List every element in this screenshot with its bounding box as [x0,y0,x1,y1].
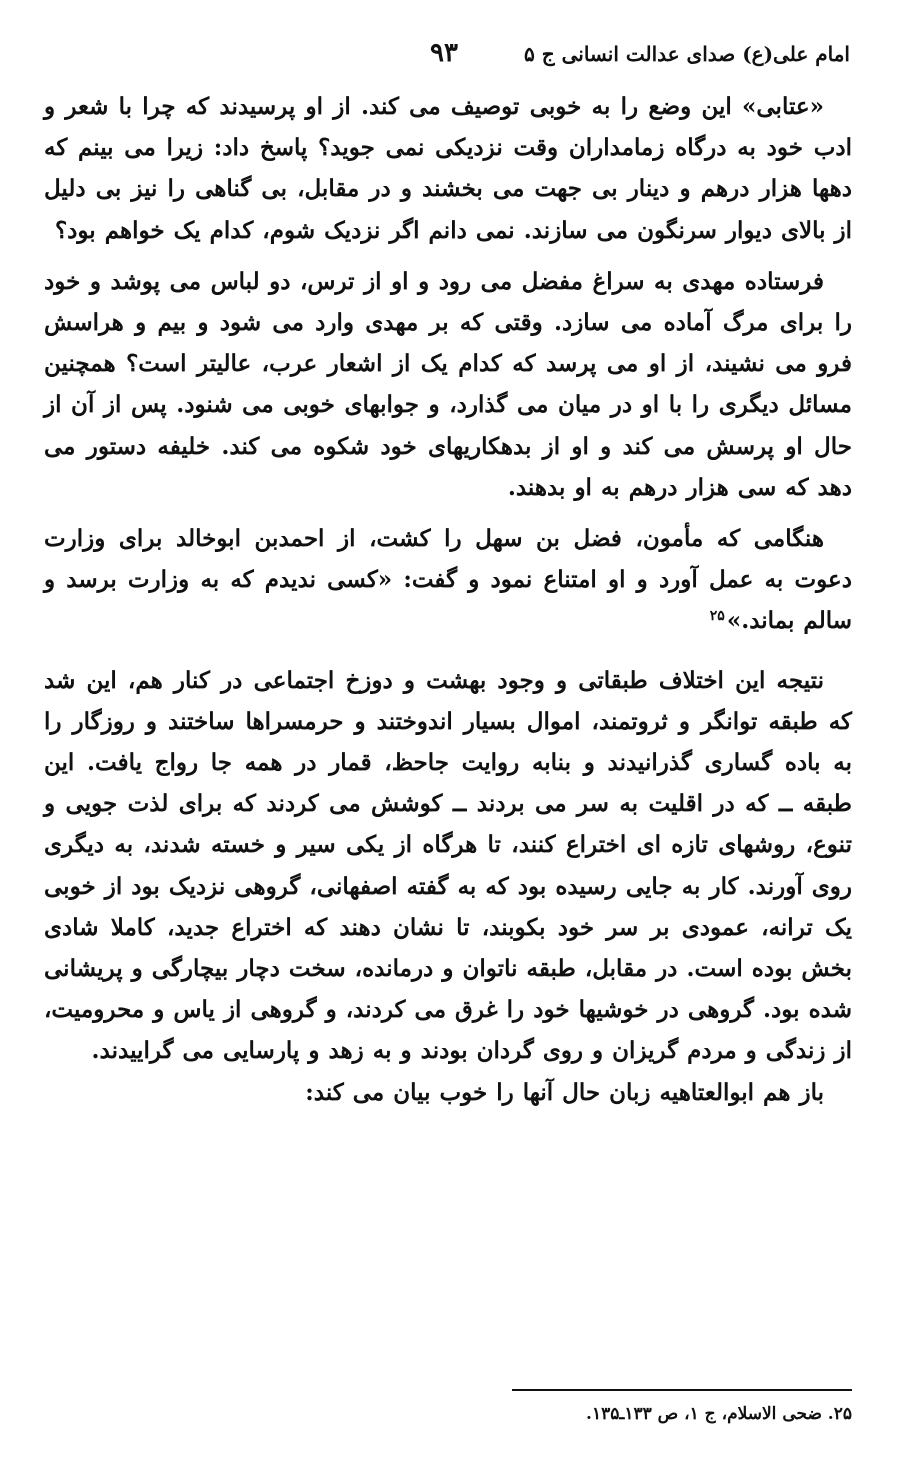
page-header [40,38,860,72]
paragraph-3 [44,518,852,642]
running-title: امام علی(ع) صدای عدالت انسانی ج ۵ [524,42,850,66]
footnote-divider [512,1389,852,1391]
paragraph-4: نتیجه این اختلاف طبقاتی و وجود بهشت و دوزخ اجتماعی در کنار هم، این شد که طبقه توانگر و ثروتمند، اموال بسیار اندوختند و حرمسراها ساختند و روزگار را به باده گساری گذرانیدند و بنابه روایت جاحظ، قمار در همه جا رواج یافت. این طبقه ــ که در اقلیت به سر می بردند ــ کوشش می کردند که برای لذت جویی و تنوع، روشهای تازه ای اختراع کنند، تا هرگاه از یکی سیر و خسته شدند، به دیگری روی آورند. کار به جایی رسیده بود که به گفته اصفهانی، گروهی نزدیک بود از خوبی یک ترانه، عمودی بر سر خود بکوبند، تا نشان دهند که اختراع جدید، کاملا شادی بخش بوده است. در مقابل، طبقه ناتوان و درمانده، سخت دچار بیچارگی و پریشانی شده بود. گروهی در خوشیها خود را غرق می کردند، و گروهی از یاس و محرومیت، از زندگی و مردم گریزان و روی گردان بودند و به زهد و پارسایی می گراییدند. [44,666,852,1065]
paragraph-1: «عتابی» این وضع را به خوبی توصیف می کند. از او پرسیدند که چرا با شعر و ادب خود به درگاه زمامداران وقت نزدیکی نمی جوید؟ پاسخ داد: زیرا می بینم که دهها هزار درهم و دینار بی جهت می بخشند و در مقابل، بی گناهی را نیز بی دلیل از بالای دیوار سرنگون می سازند. نمی دانم اگر نزدیک شوم، کدام یک خواهم بود؟ [44,93,852,244]
footnote: ۲۵. ضحی الاسلام، ج ۱، ص ۱۳۳ـ۱۳۵. [586,1404,852,1424]
footnote-reference: ۲۵ [709,607,725,624]
paragraph-5: باز هم ابوالعتاهیه زبان حال آنها را خوب بیان می کند: [305,1078,824,1106]
page-number: ۹۳ [430,38,458,68]
paragraph-3-text: هنگامی که مأمون، فضل بن سهل را کشت، از احمدبن ابوخالد برای وزارت دعوت به عمل آورد و او امتناع نمود و گفت: «کسی ندیدم که به وزارت برسد و سالم بماند.» [44,525,852,635]
body-text [44,86,852,1113]
paragraph-2: فرستاده مهدی به سراغ مفضل می رود و او از ترس، دو لباس می پوشد و خود را برای مرگ آماده می سازد. وقتی که بر مهدی وارد می شود و بیم و هراسش فرو می نشیند، از او می پرسد که کدام یک از اشعار عرب، عالیتر است؟ همچنین مسائل دیگری را با او در میان می گذارد، و جوابهای خوبی می شنود. پس از آن از حال او پرسش می کند و او از بدهکاریهای خود شکوه می کند. خلیفه دستور می دهد که سی هزار درهم به او بدهند. [44,267,852,501]
